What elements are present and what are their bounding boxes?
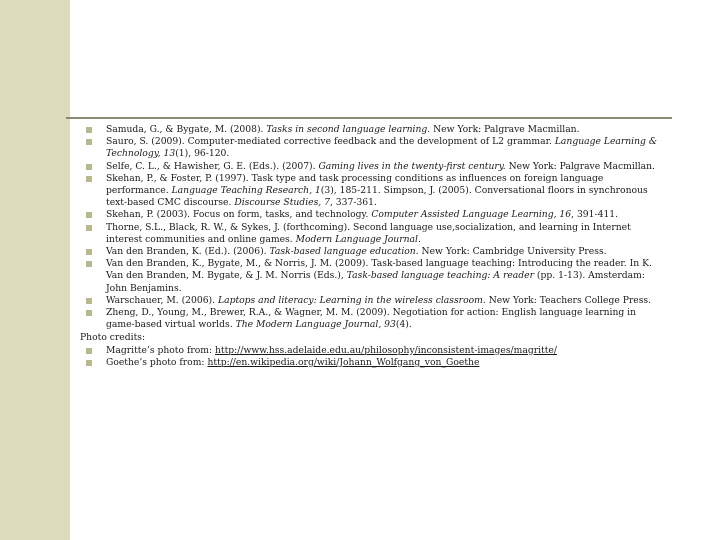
- reference-item: Van den Branden, K., Bygate, M., & Norris, J. M. (2009). Task-based language teaching: Introducing the reader. In K. Van den Branden, M. Bygate, & J. M. Norris (Eds.), Task-based language teaching: A reader (pp. 1-13). Amsterdam: John Benjamins.: [80, 258, 665, 295]
- reference-item: Van den Branden, K. (Ed.). (2006). Task-based language education. New York: Cambridge University Press.: [80, 246, 665, 258]
- reference-item: Sauro, S. (2009). Computer-mediated corrective feedback and the development of L2 grammar. Language Learning & Technology, 13(1), 96-120.: [80, 136, 665, 160]
- reference-title: Gaming lives in the twenty-first century.: [318, 160, 506, 172]
- reference-item: Samuda, G., & Bygate, M. (2008). Tasks in second language learning. New York: Palgrave Macmillan.: [80, 124, 665, 136]
- square-bullet-icon: [86, 127, 92, 133]
- reference-title: Language Learning & Technology, 13: [106, 136, 657, 160]
- square-bullet-icon: [86, 225, 92, 231]
- reference-title: Task-based language education.: [269, 246, 419, 258]
- photo-credits-list: [80, 345, 665, 369]
- square-bullet-icon: [86, 164, 92, 170]
- slide-sidebar-band: [0, 0, 70, 540]
- reference-item: Skehan, P. (2003). Focus on form, tasks, and technology. Computer Assisted Language Learning, 16, 391-411.: [80, 209, 665, 221]
- square-bullet-icon: [86, 298, 92, 304]
- title-divider-line: [66, 117, 672, 119]
- photo-credit-link[interactable]: http://www.hss.adelaide.edu.au/philosophy/inconsistent-images/magritte/: [215, 344, 557, 356]
- references-list: [80, 124, 665, 369]
- square-bullet-icon: [86, 310, 92, 316]
- photo-credits-heading: Photo credits:: [80, 332, 146, 344]
- reference-item: Skehan, P., & Foster, P. (1997). Task type and task processing conditions as influences on foreign language performance. Language Teaching Research, 1(3), 185-211. Simpson, J. (2005). Conversational floors in synchronous text-based CMC discourse. Discourse Studies, 7, 337-361.: [80, 173, 665, 210]
- reference-item: Zheng, D., Young, M., Brewer, R.A., & Wagner, M. M. (2009). Negotiation for action: English language learning in game-based virtual worlds. The Modern Language Journal, 93(4).: [80, 307, 665, 331]
- square-bullet-icon: [86, 176, 92, 182]
- reference-item: Thorne, S.L., Black, R. W., & Sykes, J. (forthcoming). Second language use,socialization, and learning in Internet interest communities and online games. Modern Language Journal.: [80, 222, 665, 246]
- square-bullet-icon: [86, 249, 92, 255]
- photo-credit-item: Goethe’s photo from: http://en.wikipedia.org/wiki/Johann_Wolfgang_von_Goethe: [80, 357, 665, 369]
- reference-title: Task-based language teaching: A reader: [346, 270, 534, 282]
- photo-credit-link[interactable]: http://en.wikipedia.org/wiki/Johann_Wolfgang_von_Goethe: [207, 356, 480, 368]
- reference-entries: [80, 124, 665, 331]
- reference-item: Selfe, C. L., & Hawisher, G. E. (Eds.). (2007). Gaming lives in the twenty-first century. New York: Palgrave Macmillan.: [80, 161, 665, 173]
- square-bullet-icon: [86, 348, 92, 354]
- square-bullet-icon: [86, 212, 92, 218]
- square-bullet-icon: [86, 139, 92, 145]
- reference-title: The Modern Language Journal, 93: [235, 319, 396, 331]
- reference-title: Modern Language Journal: [295, 233, 418, 245]
- reference-title: Computer Assisted Language Learning, 16: [371, 209, 572, 221]
- reference-title: Tasks in second language learning.: [266, 124, 431, 135]
- reference-item: Warschauer, M. (2006). Laptops and literacy: Learning in the wireless classroom. New York: Teachers College Press.: [80, 295, 665, 307]
- square-bullet-icon: [86, 261, 92, 267]
- reference-title: Discourse Studies, 7: [234, 197, 330, 209]
- photo-credit-item: Magritte’s photo from: http://www.hss.adelaide.edu.au/philosophy/inconsistent-images/magritte/: [80, 345, 665, 357]
- reference-title: Language Teaching Research, 1: [171, 185, 321, 197]
- square-bullet-icon: [86, 360, 92, 366]
- reference-title: Laptops and literacy: Learning in the wireless classroom.: [217, 294, 486, 306]
